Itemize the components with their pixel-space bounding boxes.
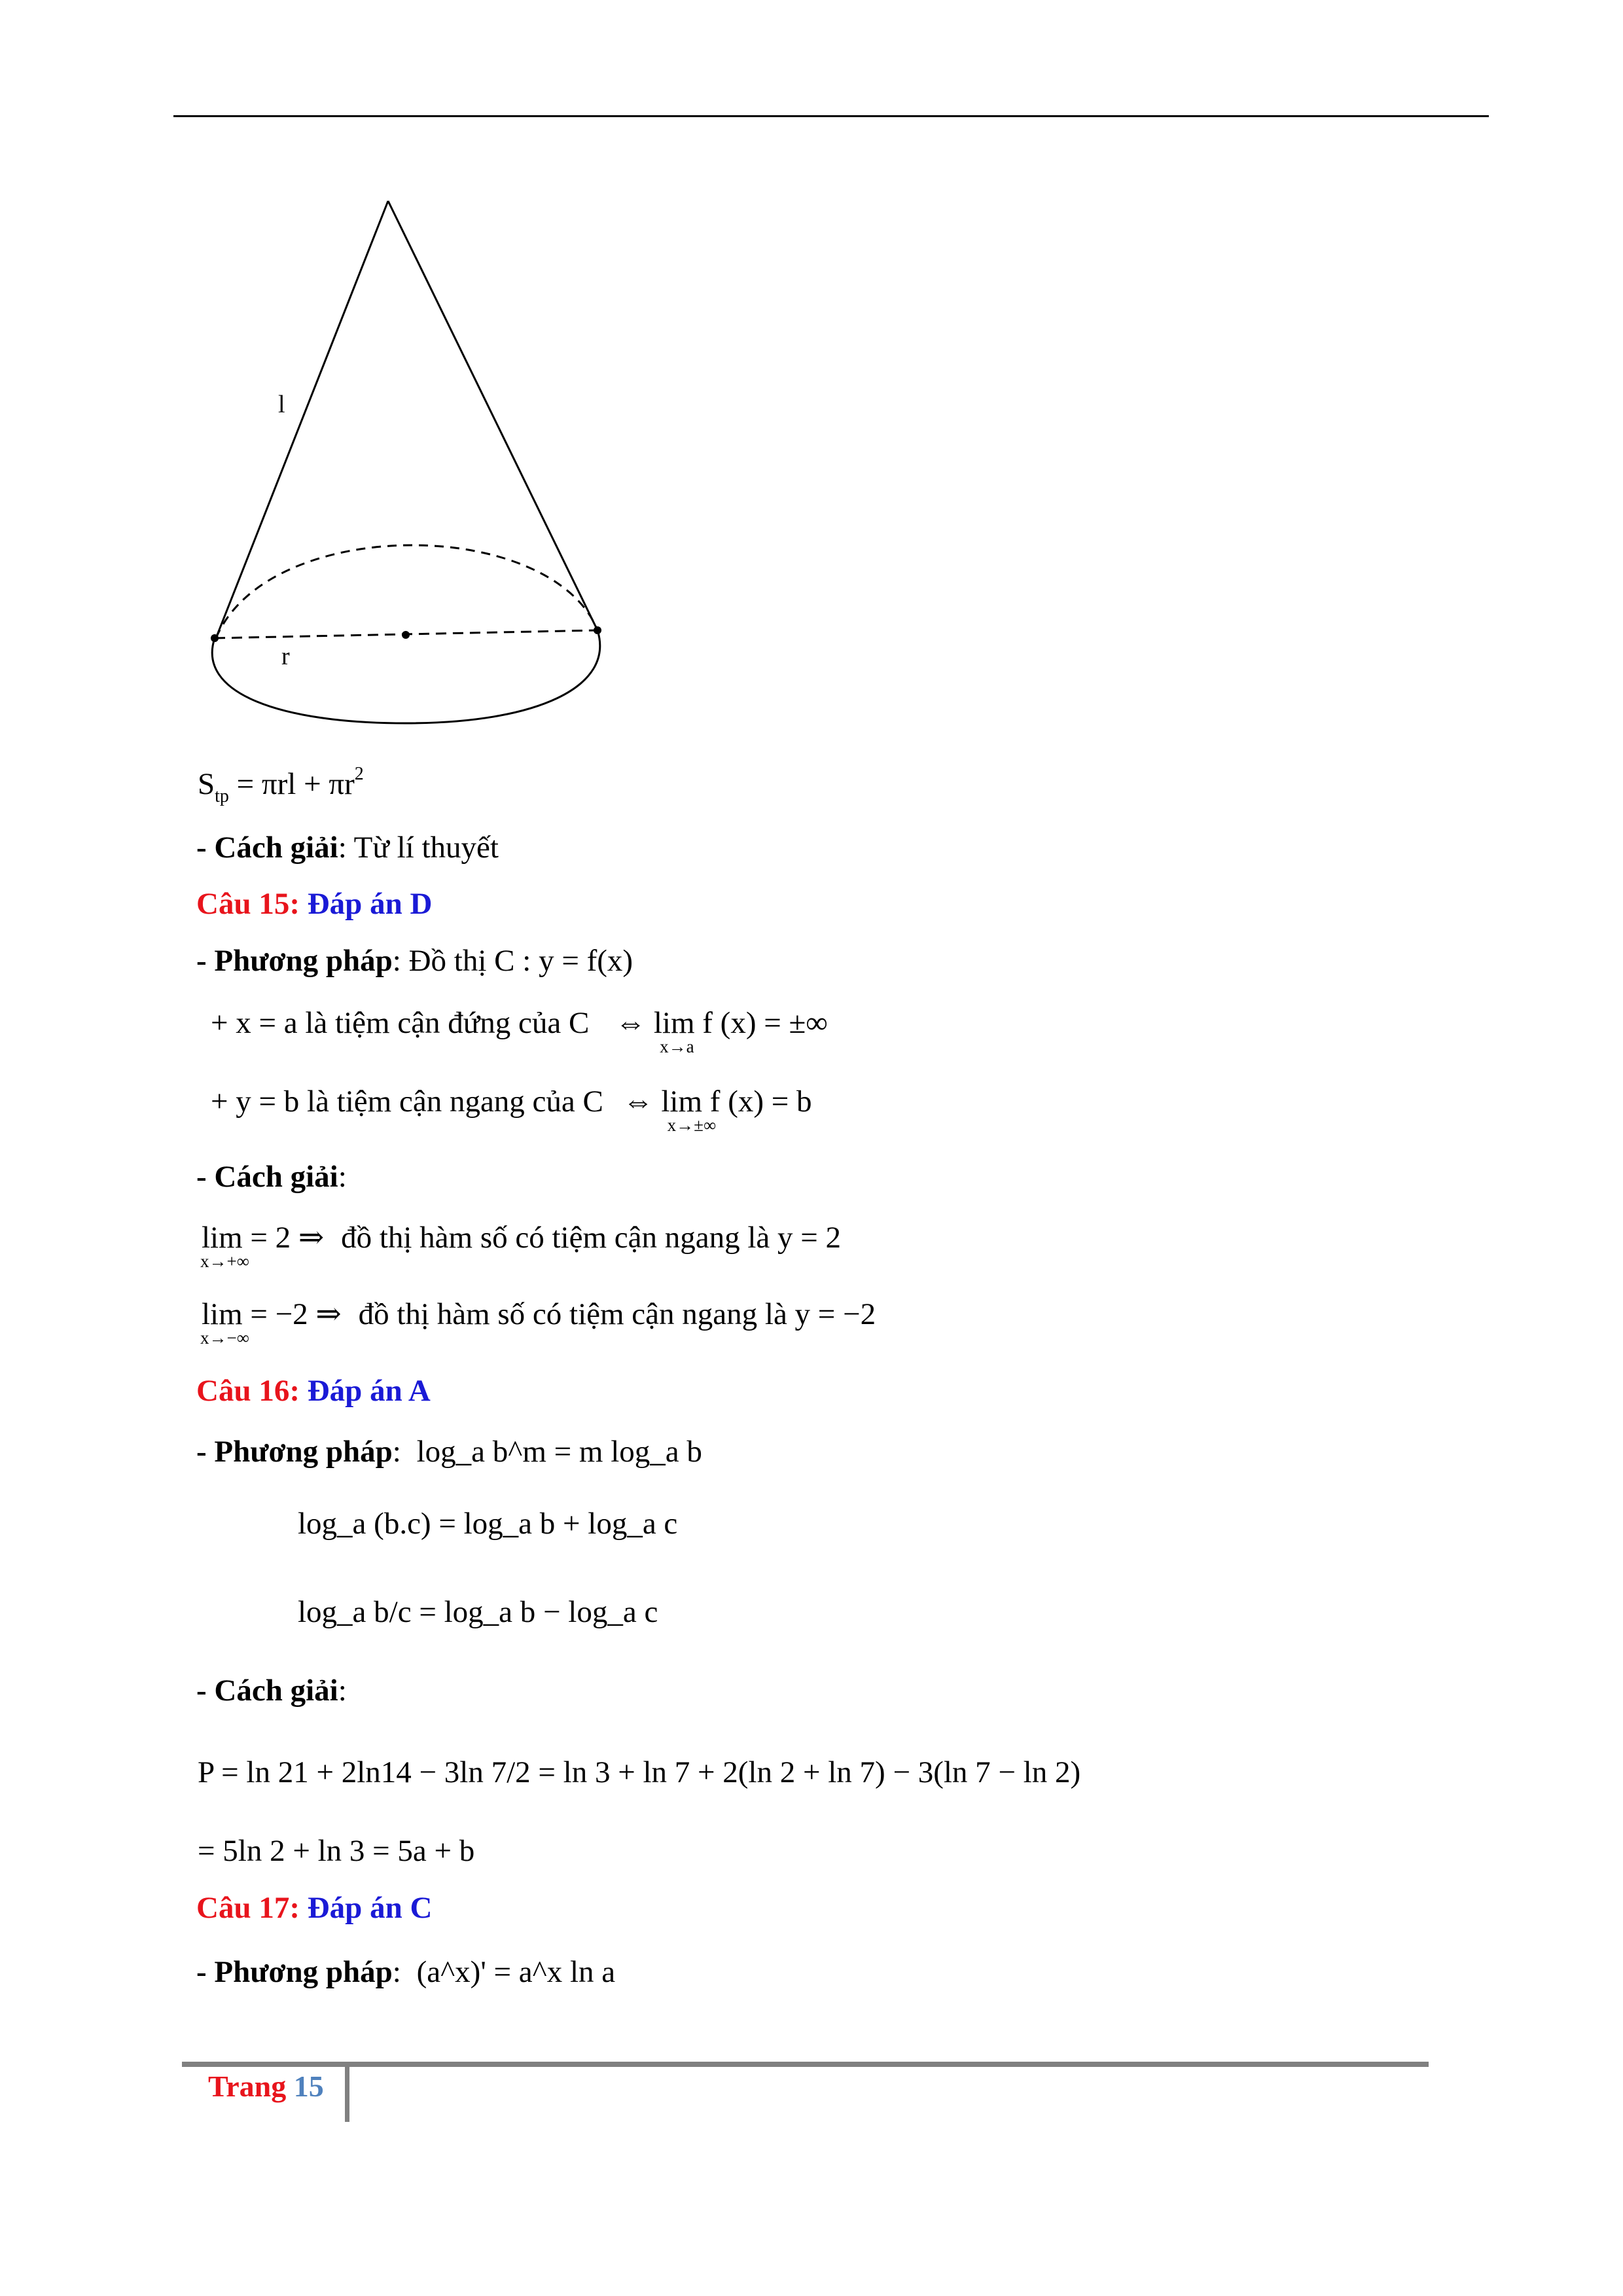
- footer-page: [208, 2072, 324, 2102]
- line1-text: + x = a là tiệm cận đứng của C: [211, 1006, 590, 1040]
- sol1-sub: x→+∞: [200, 1251, 249, 1271]
- sol2-math: lim = −2 ⇒: [202, 1297, 342, 1331]
- cach-giai-label: - Cách giải: [196, 831, 338, 865]
- rule1: log_a b^m = m log_a b: [416, 1435, 702, 1469]
- q16-p-line1: [198, 1757, 1080, 1788]
- q17-answer: Đáp án C: [307, 1891, 433, 1925]
- p-line1: P = ln 21 + 2ln14 − 3ln 7/2 = ln 3 + ln 7 + 2(ln 2 + ln 7) − 3(ln 7 − ln 2): [198, 1755, 1081, 1789]
- rule: (a^x)' = a^x ln a: [416, 1955, 616, 1989]
- cone-right-edge: [388, 201, 597, 630]
- left-point: [211, 634, 219, 642]
- cach-giai-text: : Từ lí thuyết: [338, 831, 499, 865]
- rule3: log_a b/c = log_a b − log_a c: [298, 1595, 658, 1629]
- q16-rule2: [298, 1509, 677, 1539]
- line2-sub: x→±∞: [667, 1115, 717, 1135]
- q17-heading: [196, 1893, 432, 1924]
- q16-phuong-phap: [196, 1437, 702, 1467]
- footer-divider: [345, 2062, 349, 2122]
- q15-heading: [196, 889, 432, 920]
- sol1-math: lim = 2 ⇒: [202, 1221, 325, 1255]
- q16-rule3: [298, 1597, 658, 1628]
- cg-colon: :: [338, 1674, 347, 1708]
- formula-exp: 2: [354, 764, 364, 784]
- center-point: [402, 631, 410, 639]
- q15-answer: Đáp án D: [307, 887, 433, 921]
- q15-sol2: [200, 1297, 876, 1348]
- q16-title: Câu 16:: [196, 1374, 300, 1408]
- formula-sub: tp: [215, 786, 229, 806]
- formula-rhs: = πrl + πr: [236, 767, 355, 801]
- sol1-text: đồ thị hàm số có tiệm cận ngang là y = 2: [341, 1221, 842, 1255]
- q16-p-line2: [198, 1836, 474, 1867]
- pp-label: - Phương pháp: [196, 944, 393, 978]
- base-front-arc: [212, 630, 600, 723]
- cg-label: - Cách giải: [196, 1674, 338, 1708]
- q15-title: Câu 15:: [196, 887, 300, 921]
- pp-label: - Phương pháp: [196, 1955, 393, 1989]
- cach-giai-14: [196, 833, 499, 863]
- right-point: [594, 626, 601, 634]
- q15-cach-giai: [196, 1162, 347, 1193]
- base-back-arc: [216, 545, 597, 638]
- line2-text: + y = b là tiệm cận ngang của C: [211, 1085, 603, 1119]
- q15-line1: [211, 1006, 828, 1056]
- line1-sub: x→a: [660, 1037, 694, 1056]
- q16-answer: Đáp án A: [307, 1374, 431, 1408]
- q17-title: Câu 17:: [196, 1891, 300, 1925]
- q17-phuong-phap: [196, 1957, 615, 1988]
- line2-math: ⇔ lim f (x) = b: [622, 1085, 812, 1119]
- rule2: log_a (b.c) = log_a b + log_a c: [298, 1507, 678, 1541]
- formula-s: S: [198, 767, 215, 801]
- sol2-sub: x→−∞: [200, 1328, 249, 1348]
- footer-page-number: 15: [293, 2070, 324, 2103]
- line1-math: ⇔ lim f (x) = ±∞: [615, 1006, 828, 1040]
- q16-cach-giai: [196, 1676, 347, 1706]
- pp-colon: :: [392, 1435, 401, 1469]
- q15-sol1: [200, 1221, 842, 1271]
- sol2-text: đồ thị hàm số có tiệm cận ngang là y = −2: [358, 1297, 876, 1331]
- footer-trang: Trang: [208, 2070, 287, 2103]
- formula-surface-area: [198, 764, 364, 806]
- pp-label: - Phương pháp: [196, 1435, 393, 1469]
- q15-phuong-phap: [196, 946, 633, 977]
- pp-colon: :: [392, 1955, 401, 1989]
- footer-rule: [182, 2062, 1429, 2067]
- cone-figure: [196, 183, 628, 733]
- pp-text: : Đồ thị C : y = f(x): [392, 944, 633, 978]
- radius-label: r: [281, 643, 290, 670]
- header-rule: [173, 115, 1489, 117]
- cg-label: - Cách giải: [196, 1160, 338, 1194]
- slant-label: l: [278, 391, 285, 418]
- cg-colon: :: [338, 1160, 347, 1194]
- cone-left-edge: [216, 201, 388, 638]
- p-line2: = 5ln 2 + ln 3 = 5a + b: [198, 1834, 475, 1868]
- q15-line2: [211, 1085, 812, 1135]
- q16-heading: [196, 1376, 431, 1407]
